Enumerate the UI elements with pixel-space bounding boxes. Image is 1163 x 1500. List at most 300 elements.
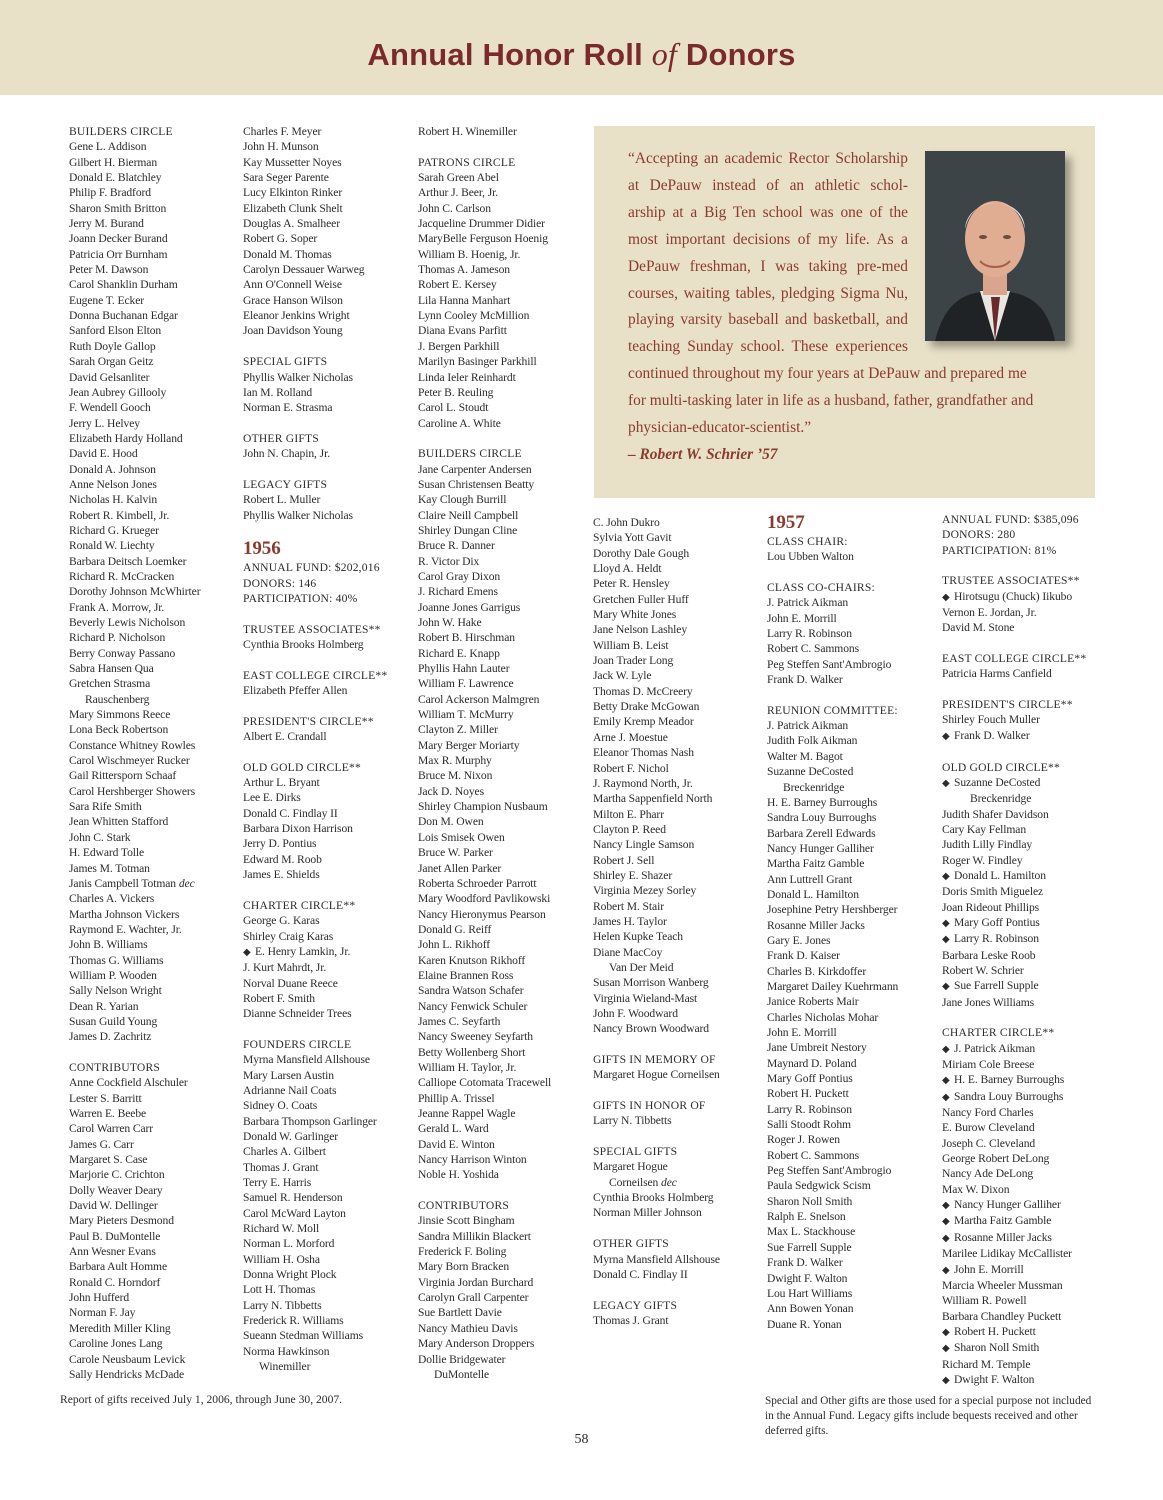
donor-name: Edward M. Roob xyxy=(243,852,322,866)
donor-name: Robert M. Stair xyxy=(593,899,664,913)
donor-name-text: Nancy Hunger Galliher xyxy=(954,1198,1061,1212)
donor-name: Frank D. Kaiser xyxy=(767,949,840,963)
section-spacer xyxy=(942,558,1086,573)
section-heading: OTHER GIFTS xyxy=(243,431,319,445)
donor-name: Frank A. Morrow, Jr. xyxy=(69,600,165,614)
donor-name: Charles B. Kirkdoffer xyxy=(767,964,867,978)
donor-name: Jerry M. Burand xyxy=(69,217,144,231)
donor-name: George Robert DeLong xyxy=(942,1152,1050,1166)
donor-name: Sandra Louy Burroughs xyxy=(767,811,877,825)
donor-name xyxy=(942,1197,1086,1213)
donor-name: Jane Carpenter Andersen xyxy=(418,462,532,476)
section-heading: PARTICIPATION: 40% xyxy=(243,591,358,605)
donor-name: Lynn Cooley McMillion xyxy=(418,309,530,323)
section-heading: TRUSTEE ASSOCIATES** xyxy=(942,574,1080,588)
donor-name: William F. Lawrence xyxy=(418,677,514,691)
section-heading: PRESIDENT'S CIRCLE** xyxy=(243,714,374,728)
donor-name: Diana Evans Parfitt xyxy=(418,324,507,338)
donor-name: Jack D. Noyes xyxy=(418,784,484,798)
diamond-icon: ◆ xyxy=(942,1374,950,1386)
donor-name: Marilyn Basinger Parkhill xyxy=(418,355,537,369)
donor-name: David Gelsanliter xyxy=(69,370,150,384)
section-heading: OLD GOLD CIRCLE** xyxy=(942,760,1061,774)
quote-line: “Accepting an academic Rector Scholarship xyxy=(628,150,908,167)
donor-name: C. John Dukro xyxy=(593,516,660,529)
donor-name: James D. Zachritz xyxy=(69,1030,152,1044)
donor-name: James C. Seyfarth xyxy=(418,1014,501,1028)
donor-name: Patricia Orr Burnham xyxy=(69,247,168,261)
donor-name-text: E. Henry Lamkin, Jr. xyxy=(255,944,351,958)
donor-name-text: Rauschenberg xyxy=(85,692,150,706)
donor-name: Eleanor Thomas Nash xyxy=(593,746,694,760)
section-spacer xyxy=(767,565,898,580)
donor-name: John F. Woodward xyxy=(593,1007,678,1020)
section-spacer xyxy=(243,606,387,621)
donor-name: Ian M. Rolland xyxy=(243,385,313,399)
donor-name: William H. Osha xyxy=(243,1252,320,1266)
diamond-icon: ◆ xyxy=(243,946,251,958)
donor-name: Duane R. Yonan xyxy=(767,1317,842,1331)
donor-name: Larry N. Tibbetts xyxy=(243,1298,322,1312)
donor-name: Bruce M. Nixon xyxy=(418,769,493,783)
donor-name: Jinsie Scott Bingham xyxy=(418,1214,515,1228)
donor-name: Carolyn Dessauer Warweg xyxy=(243,263,365,277)
donor-name: David M. Stone xyxy=(942,621,1015,635)
donor-name: Caroline Jones Lang xyxy=(69,1337,163,1351)
donor-name: Myrna Mansfield Allshouse xyxy=(243,1053,370,1067)
donor-name: Peg Steffen Sant'Ambrogio xyxy=(767,657,892,671)
donor-name: Samuel R. Henderson xyxy=(243,1191,343,1205)
donor-name: Frank D. Walker xyxy=(767,1256,843,1270)
donor-name: Barbara Dixon Harrison xyxy=(243,822,353,836)
section-spacer xyxy=(243,652,387,667)
donor-name: Joseph C. Cleveland xyxy=(942,1136,1036,1150)
donor-name: Ruth Doyle Gallop xyxy=(69,339,156,353)
donor-name: Adrianne Nail Coats xyxy=(243,1083,337,1097)
donor-name: Richard R. McCracken xyxy=(69,569,175,583)
donor-name: Sylvia Yott Gavit xyxy=(593,531,672,545)
donor-name: Lona Beck Robertson xyxy=(69,723,169,737)
donor-name: Donald W. Garlinger xyxy=(243,1130,339,1143)
donor-name-text: Suzanne DeCosted xyxy=(954,775,1041,789)
donor-name: Sally Hendricks McDade xyxy=(69,1367,184,1381)
donor-name: Sarah Organ Geitz xyxy=(69,355,154,369)
donor-name: Dean R. Yarian xyxy=(69,999,139,1013)
donor-name: Sara Seger Parente xyxy=(243,171,329,185)
donor-name: John E. Morrill xyxy=(767,1026,837,1039)
quote-line: teaching Sunday school. These experiences xyxy=(628,338,908,356)
donor-name: Arne J. Moestue xyxy=(593,730,668,744)
section-spacer xyxy=(243,744,387,759)
donor-column-5 xyxy=(767,512,898,1332)
donor-name: Philip F. Bradford xyxy=(69,186,151,200)
donor-name: Maynard D. Poland xyxy=(767,1056,857,1070)
section-heading: PRESIDENT'S CIRCLE** xyxy=(942,698,1073,712)
donor-name: Douglas A. Smalheer xyxy=(243,217,340,231)
donor-name: Jeanne Rappel Wagle xyxy=(418,1107,516,1120)
section-spacer xyxy=(243,416,387,431)
donor-name: Sue Bartlett Davie xyxy=(418,1306,502,1320)
donor-name: Carol McWard Layton xyxy=(243,1206,346,1220)
donor-name: Susan Christensen Beatty xyxy=(418,477,535,491)
donor-name-text: Breckenridge xyxy=(970,792,1032,806)
donor-name-text: Van Der Meid xyxy=(609,960,674,974)
donor-name: Robert B. Hirschman xyxy=(418,631,515,645)
donor-name: Lester S. Barritt xyxy=(69,1091,142,1105)
donor-name: John N. Chapin, Jr. xyxy=(243,447,330,461)
donor-name: J. Richard Emens xyxy=(418,585,498,599)
donor-name: Gene L. Addison xyxy=(69,140,147,154)
donor-column-2 xyxy=(243,124,387,1375)
donor-name: Milton E. Pharr xyxy=(593,807,664,821)
deceased-marker: dec xyxy=(661,1175,677,1189)
donor-name: Dorothy Dale Gough xyxy=(593,546,690,560)
donor-name xyxy=(593,1175,720,1190)
donor-name: Donna Wright Plock xyxy=(243,1268,337,1282)
donor-name: Marilee Lidikay McCallister xyxy=(942,1247,1072,1261)
donor-name: Janet Allen Parker xyxy=(418,861,502,875)
donor-name: Martha Sappenfield North xyxy=(593,792,713,806)
donor-name: Jane Nelson Lashley xyxy=(593,623,688,637)
section-heading: BUILDERS CIRCLE xyxy=(418,447,522,461)
donor-name: Miriam Cole Breese xyxy=(942,1058,1035,1072)
quote-text xyxy=(628,146,1064,469)
diamond-icon: ◆ xyxy=(942,777,950,789)
section-heading: CLASS CO-CHAIRS: xyxy=(767,581,875,595)
donor-name: Meredith Miller Kling xyxy=(69,1321,171,1335)
section-heading: OLD GOLD CIRCLE** xyxy=(243,760,362,774)
donor-name: Roger J. Rowen xyxy=(767,1133,840,1147)
donor-name: Joan Trader Long xyxy=(593,654,674,668)
diamond-icon: ◆ xyxy=(942,981,950,993)
donor-name: Constance Whitney Rowles xyxy=(69,738,196,752)
diamond-icon: ◆ xyxy=(942,1326,950,1338)
donor-name: Carol Shanklin Durham xyxy=(69,278,178,292)
donor-name: Anne Nelson Jones xyxy=(69,477,157,491)
donor-name: David E. Winton xyxy=(418,1137,495,1151)
section-heading: OTHER GIFTS xyxy=(593,1237,669,1251)
section-spacer xyxy=(418,139,551,154)
donor-name: William H. Taylor, Jr. xyxy=(418,1060,517,1074)
donor-name: Janice Roberts Mair xyxy=(767,995,859,1009)
donor-name: Shirley Champion Nusbaum xyxy=(418,800,548,814)
donor-name: Betty Wollenberg Short xyxy=(418,1045,526,1059)
donor-name: Susan Guild Young xyxy=(69,1014,158,1028)
donor-name xyxy=(942,791,1086,806)
donor-name: Susan Morrison Wanberg xyxy=(593,976,709,990)
donor-name: Sandra Millikin Blackert xyxy=(418,1229,531,1243)
donor-name: Max R. Murphy xyxy=(418,754,492,768)
donor-name: Warren E. Beebe xyxy=(69,1107,147,1120)
donor-name-text: Larry R. Robinson xyxy=(954,932,1039,946)
donor-name: Phyllis Hahn Lauter xyxy=(418,662,510,676)
donor-name: Elizabeth Hardy Holland xyxy=(69,431,183,445)
donor-name: Clayton P. Reed xyxy=(593,822,666,836)
section-heading: CHARTER CIRCLE** xyxy=(942,1026,1055,1040)
donor-name: James M. Totman xyxy=(69,861,150,875)
section-heading: EAST COLLEGE CIRCLE** xyxy=(243,668,388,682)
donor-name: Cynthia Brooks Holmberg xyxy=(243,638,364,651)
donor-name: David E. Hood xyxy=(69,447,138,461)
donor-name: Sarah Green Abel xyxy=(418,171,499,185)
donor-name: Gerald L. Ward xyxy=(418,1122,489,1136)
donor-name: Frederick F. Boling xyxy=(418,1245,507,1259)
donor-name: Dianne Schneider Trees xyxy=(243,1007,352,1021)
donor-name: R. Victor Dix xyxy=(418,554,480,568)
donor-name-text: H. E. Barney Burroughs xyxy=(954,1073,1065,1087)
donor-name: Caroline A. White xyxy=(418,416,501,430)
donor-name: John W. Hake xyxy=(418,616,482,629)
section-spacer xyxy=(593,1083,720,1098)
donor-name: Mary Simmons Reece xyxy=(69,708,171,722)
donor-name: Sabra Hansen Qua xyxy=(69,662,154,676)
donor-name: Margaret Hogue Corneilsen xyxy=(593,1068,720,1082)
donor-name-text: Martha Faitz Gamble xyxy=(954,1214,1052,1228)
section-heading: CHARTER CIRCLE** xyxy=(243,898,356,912)
donor-name: Donald L. Hamilton xyxy=(767,887,859,901)
donor-name: J. Patrick Aikman xyxy=(767,719,849,733)
donor-name: Peg Steffen Sant'Ambrogio xyxy=(767,1164,892,1178)
donor-name: Thomas D. McCreery xyxy=(593,684,693,698)
donor-column-3 xyxy=(418,124,551,1382)
donor-name: Jean Whitten Stafford xyxy=(69,815,169,829)
donor-name: William T. McMurry xyxy=(418,708,514,722)
title-main: Annual Honor Roll xyxy=(367,37,643,72)
donor-name: Noble H. Yoshida xyxy=(418,1168,499,1182)
donor-name: Elizabeth Pfeffer Allen xyxy=(243,684,348,698)
donor-name: Roger W. Findley xyxy=(942,853,1023,867)
donor-name: Walter M. Bagot xyxy=(767,749,843,763)
donor-name xyxy=(942,1089,1086,1105)
donor-name xyxy=(69,692,200,707)
donor-name: Josephine Petry Hershberger xyxy=(767,903,898,917)
donor-name-text: Robert H. Puckett xyxy=(954,1324,1036,1338)
donor-name: Mary White Jones xyxy=(593,608,677,622)
donor-name: Margaret S. Case xyxy=(69,1153,148,1167)
donor-column-6 xyxy=(942,512,1086,1388)
section-spacer xyxy=(243,523,387,538)
section-heading: CLASS CHAIR: xyxy=(767,535,848,548)
section-spacer xyxy=(243,339,387,354)
section-spacer xyxy=(593,1282,720,1297)
donor-name-text: Rosanne Miller Jacks xyxy=(954,1230,1052,1244)
section-spacer xyxy=(942,682,1086,697)
donor-name xyxy=(767,780,898,795)
donor-name-text: Hirotsugu (Chuck) Iikubo xyxy=(954,589,1073,603)
donor-name: Jean Aubrey Gillooly xyxy=(69,385,167,399)
donor-name: Norman E. Strasma xyxy=(243,401,333,415)
diamond-icon: ◆ xyxy=(942,1264,950,1276)
donor-name xyxy=(418,1367,551,1382)
quote-line: for multi-tasking later in life as a husband, father, grandfather and xyxy=(628,392,1034,410)
donor-name: Sue Farrell Supple xyxy=(767,1240,852,1254)
donor-name: Calliope Cotomata Tracewell xyxy=(418,1076,552,1090)
donor-name: Doris Smith Miguelez xyxy=(942,885,1044,899)
diamond-icon: ◆ xyxy=(942,870,950,882)
donor-name: Arthur L. Bryant xyxy=(243,776,320,790)
title-end: Donors xyxy=(685,37,796,72)
donor-name: Nancy Harrison Winton xyxy=(418,1153,527,1167)
donor-name xyxy=(942,589,1086,605)
donor-name: George G. Karas xyxy=(243,914,320,928)
donor-name: James G. Carr xyxy=(69,1137,134,1151)
donor-name: Albert E. Crandall xyxy=(243,730,327,744)
donor-name-text: Corneilsen xyxy=(609,1175,659,1189)
donor-name: Shirley Fouch Muller xyxy=(942,713,1040,727)
donor-name xyxy=(942,728,1086,744)
donor-name: Richard P. Nicholson xyxy=(69,631,166,645)
diamond-icon: ◆ xyxy=(942,730,950,742)
donor-name-text: John E. Morrill xyxy=(954,1262,1024,1276)
donor-name xyxy=(942,868,1086,884)
donor-column-4 xyxy=(593,515,720,1328)
donor-name-text: Donald L. Hamilton xyxy=(954,868,1046,882)
donor-name: Jerry L. Helvey xyxy=(69,416,140,430)
donor-name: Jerry D. Pontius xyxy=(243,837,317,851)
section-spacer xyxy=(69,1045,200,1060)
donor-name: E. Burow Cleveland xyxy=(942,1121,1035,1135)
donor-name: Nancy Fenwick Schuler xyxy=(418,999,528,1013)
section-spacer xyxy=(593,1221,720,1236)
section-heading: ANNUAL FUND: $385,096 xyxy=(942,513,1079,526)
section-heading: BUILDERS CIRCLE xyxy=(69,125,173,138)
section-heading: GIFTS IN HONOR OF xyxy=(593,1099,706,1113)
donor-name: Dorothy Johnson McWhirter xyxy=(69,585,201,599)
diamond-icon: ◆ xyxy=(942,1232,950,1244)
donor-name: Thomas J. Grant xyxy=(593,1313,669,1327)
donor-name: Lou Ubben Walton xyxy=(767,550,854,564)
donor-name xyxy=(942,915,1086,931)
donor-name: Diane MacCoy xyxy=(593,945,663,959)
donor-name: Phyllis Walker Nicholas xyxy=(243,370,353,384)
donor-name: Phyllis Walker Nicholas xyxy=(243,508,353,522)
donor-name: Salli Stoodt Rohm xyxy=(767,1118,851,1132)
donor-name: Norma Hawkinson xyxy=(243,1344,330,1358)
donor-name: Richard W. Moll xyxy=(243,1222,320,1236)
donor-name: Ann Wesner Evans xyxy=(69,1245,156,1259)
donor-name: Gretchen Fuller Huff xyxy=(593,592,689,606)
donor-name: Martha Faitz Gamble xyxy=(767,857,865,871)
donor-name xyxy=(942,1230,1086,1246)
donor-name: John C. Stark xyxy=(69,830,131,844)
donor-name: J. Bergen Parkhill xyxy=(418,339,500,353)
quote-line: arship at a Big Ten school was one of the xyxy=(628,203,908,221)
section-spacer xyxy=(243,1022,387,1037)
donor-name: Sanford Elson Elton xyxy=(69,324,162,338)
section-heading: SPECIAL GIFTS xyxy=(243,355,328,369)
donor-name: Patricia Harms Canfield xyxy=(942,667,1052,681)
donor-name: Carolyn Grall Carpenter xyxy=(418,1291,529,1305)
donor-name: Myrna Mansfield Allshouse xyxy=(593,1252,720,1266)
donor-name: John L. Rikhoff xyxy=(418,938,491,952)
donor-name: Rosanne Miller Jacks xyxy=(767,918,865,932)
donor-name: Shirley Craig Karas xyxy=(243,929,334,943)
donor-name: Ronald W. Liechty xyxy=(69,539,155,553)
donor-name: Suzanne DeCosted xyxy=(767,765,854,779)
diamond-icon: ◆ xyxy=(942,1200,950,1212)
section-spacer xyxy=(593,1129,720,1144)
donor-name: J. Raymond North, Jr. xyxy=(593,776,693,790)
donor-name xyxy=(243,1359,387,1374)
donor-name: Frederick R. Williams xyxy=(243,1314,344,1328)
donor-name: Robert J. Sell xyxy=(593,853,655,867)
section-heading: CONTRIBUTORS xyxy=(418,1199,510,1213)
donor-name: Robert E. Kersey xyxy=(418,278,497,292)
donor-name: Gilbert H. Bierman xyxy=(69,155,158,169)
section-heading: FOUNDERS CIRCLE xyxy=(243,1037,352,1051)
donor-name: Ann Luttrell Grant xyxy=(767,872,853,886)
donor-name xyxy=(942,1262,1086,1278)
donor-name: Nancy Lingle Samson xyxy=(593,838,695,852)
donor-name: Nancy Ade DeLong xyxy=(942,1167,1034,1181)
donor-name: Sally Nelson Wright xyxy=(69,984,162,998)
section-spacer xyxy=(593,1037,720,1052)
donor-name: Max W. Dixon xyxy=(942,1182,1010,1196)
quote-line: courses, waiting tables, pledging Sigma Nu, xyxy=(628,284,908,302)
donor-name: Jack W. Lyle xyxy=(593,669,652,683)
donor-name: Carol Gray Dixon xyxy=(418,569,501,583)
section-heading: ANNUAL FUND: $202,016 xyxy=(243,561,380,575)
donor-name: Jane Jones Williams xyxy=(942,995,1035,1009)
donor-name xyxy=(942,1072,1086,1088)
donor-name: Robert H. Puckett xyxy=(767,1087,849,1101)
donor-name: John B. Williams xyxy=(69,938,148,952)
donor-name: Raymond E. Wachter, Jr. xyxy=(69,922,182,936)
donor-name: Sidney O. Coats xyxy=(243,1099,318,1113)
donor-name xyxy=(69,876,200,891)
donor-name: Shirley Dungan Cline xyxy=(418,523,518,537)
donor-name: Gary E. Jones xyxy=(767,933,831,947)
donor-name: John Hufferd xyxy=(69,1291,130,1305)
donor-name: J. Kurt Mahrdt, Jr. xyxy=(243,961,327,975)
donor-name: Carol Warren Carr xyxy=(69,1122,154,1136)
donor-name: Marcia Wheeler Mussman xyxy=(942,1278,1063,1292)
donor-name-text: J. Patrick Aikman xyxy=(954,1041,1036,1055)
donor-name: Richard G. Krueger xyxy=(69,523,159,537)
page-number: 58 xyxy=(574,1432,589,1447)
donor-name: Elaine Brannen Ross xyxy=(418,968,514,982)
donor-name: Robert F. Smith xyxy=(243,991,315,1005)
donor-name: Betty Drake McGowan xyxy=(593,700,700,714)
donor-name: Beverly Lewis Nicholson xyxy=(69,616,186,629)
section-heading: REUNION COMMITTEE: xyxy=(767,703,898,717)
donor-name: Vernon E. Jordan, Jr. xyxy=(942,606,1037,620)
donor-name: Elizabeth Clunk Shelt xyxy=(243,201,343,215)
donor-name: Peter R. Hensley xyxy=(593,577,670,591)
donor-name: Robert C. Sammons xyxy=(767,642,860,656)
donor-name: Donald A. Johnson xyxy=(69,462,156,476)
donor-name: Paul B. DuMontelle xyxy=(69,1229,161,1243)
donor-name xyxy=(243,944,387,960)
donor-name: Joann Decker Burand xyxy=(69,232,168,246)
section-heading: GIFTS IN MEMORY OF xyxy=(593,1053,716,1067)
donor-name: Mary Anderson Droppers xyxy=(418,1337,535,1351)
donor-name: Peter B. Reuling xyxy=(418,385,494,399)
donor-name: Ann Bowen Yonan xyxy=(767,1302,854,1316)
quote-line: physician-educator-scientist.” xyxy=(628,419,812,437)
donor-name: J. Patrick Aikman xyxy=(767,596,849,610)
donor-name: Charles A. Vickers xyxy=(69,892,155,906)
donor-name: Cary Kay Fellman xyxy=(942,822,1027,836)
donor-name-text: Sharon Noll Smith xyxy=(954,1341,1040,1355)
donor-name: John E. Morrill xyxy=(767,611,837,625)
donor-name: Eleanor Jenkins Wright xyxy=(243,309,350,323)
donor-name: Paula Sedgwick Scism xyxy=(767,1179,871,1193)
donor-name: Robert C. Sammons xyxy=(767,1148,860,1162)
donor-name: Margaret Hogue xyxy=(593,1160,668,1174)
donor-name: Thomas J. Grant xyxy=(243,1160,319,1174)
donor-name: Bruce W. Parker xyxy=(418,846,493,860)
